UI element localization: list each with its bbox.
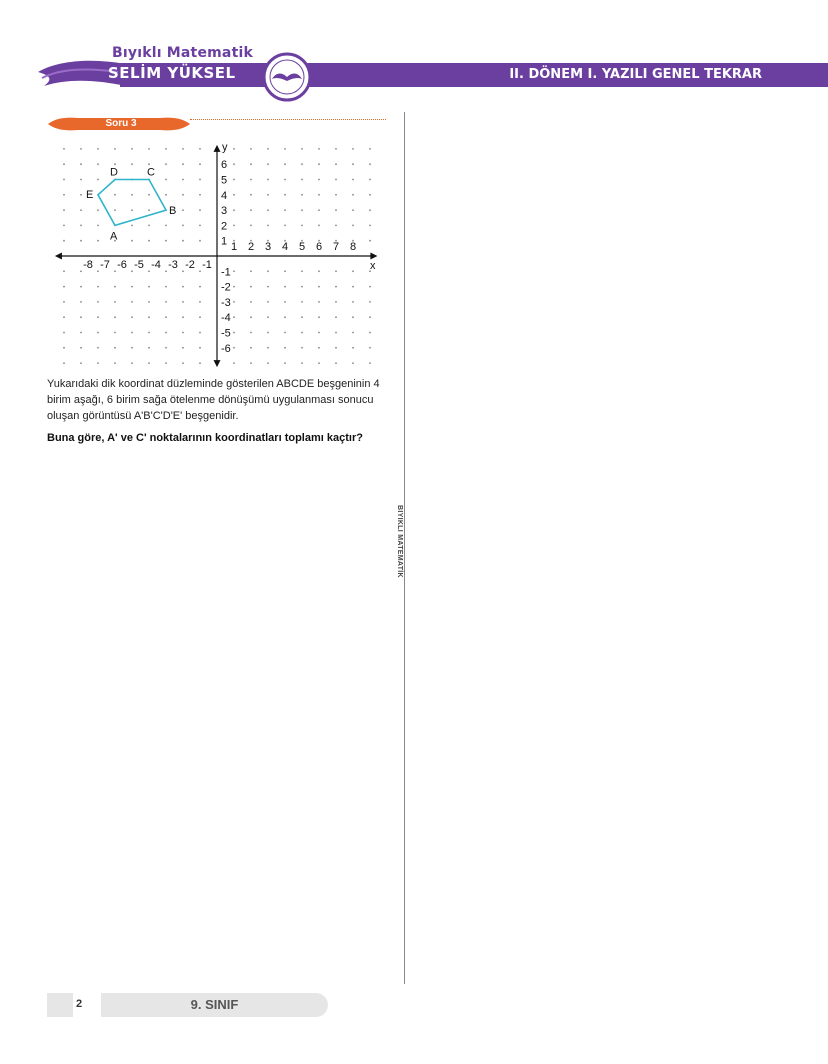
grid-dot (131, 301, 133, 303)
grid-dot (318, 301, 320, 303)
grid-dot (165, 163, 167, 165)
grid-dot (352, 362, 354, 364)
grid-dot (148, 347, 150, 349)
question-label: Soru 3 (105, 118, 137, 129)
y-tick-label: -6 (221, 342, 231, 355)
grid-dot (131, 286, 133, 288)
grid-dot (199, 194, 201, 196)
grid-dot (131, 240, 133, 242)
grid-dot (233, 286, 235, 288)
grid-dot (284, 225, 286, 227)
grid-dot (182, 179, 184, 181)
grid-dot (250, 316, 252, 318)
grid-dot (318, 286, 320, 288)
grid-dot (233, 209, 235, 211)
grid-dot (97, 163, 99, 165)
grid-dot (199, 286, 201, 288)
grid-dot (284, 179, 286, 181)
grid-dot (165, 194, 167, 196)
grid-dot (284, 163, 286, 165)
grid-dot (250, 163, 252, 165)
grid-dot (335, 163, 337, 165)
grid-dot (284, 301, 286, 303)
exam-title: II. DÖNEM I. YAZILI GENEL TEKRAR (509, 67, 762, 82)
grid-dot (80, 347, 82, 349)
grid-dot (352, 148, 354, 150)
grid-dot (369, 209, 371, 211)
pentagon-abcde (98, 180, 166, 226)
grid-dot (233, 332, 235, 334)
grid-dot (148, 163, 150, 165)
grid-dot (233, 301, 235, 303)
grid-dot (148, 240, 150, 242)
grid-dot (301, 301, 303, 303)
grid-dot (63, 316, 65, 318)
x-tick-label: 5 (298, 241, 306, 253)
grid-dot (199, 270, 201, 272)
grid-dot (97, 225, 99, 227)
grid-dot (148, 316, 150, 318)
grid-dot (233, 362, 235, 364)
x-tick-label: 8 (349, 241, 357, 253)
grid-dot (114, 332, 116, 334)
grid-dot (301, 316, 303, 318)
grid-dot (148, 332, 150, 334)
grid-dot (233, 194, 235, 196)
grid-dot (199, 225, 201, 227)
grid-dot (199, 148, 201, 150)
grid-dot (97, 362, 99, 364)
grid-dot (165, 148, 167, 150)
grid-dot (369, 240, 371, 242)
grid-dot (284, 316, 286, 318)
grid-dot (267, 362, 269, 364)
grid-dot (284, 332, 286, 334)
y-tick-label: 6 (221, 159, 228, 172)
grid-dot (80, 270, 82, 272)
grid-dot (318, 362, 320, 364)
grid-dot (369, 286, 371, 288)
grid-dot (267, 148, 269, 150)
grid-dot (199, 301, 201, 303)
y-axis-label: y (222, 141, 228, 154)
grid-dot (369, 225, 371, 227)
grid-dot (369, 194, 371, 196)
grid-dot (335, 347, 337, 349)
grid-dot (63, 347, 65, 349)
grid-dot (114, 286, 116, 288)
grid-dot (114, 347, 116, 349)
grid-dot (131, 316, 133, 318)
grid-dot (114, 362, 116, 364)
grid-dot (335, 179, 337, 181)
grid-dot (131, 194, 133, 196)
grid-dot (182, 194, 184, 196)
grid-dot (114, 301, 116, 303)
grid-dot (301, 362, 303, 364)
grid-dot (250, 347, 252, 349)
grid-dot (182, 270, 184, 272)
grid-dot (165, 240, 167, 242)
brand-subtitle: Bıyıklı Matematik (112, 45, 253, 61)
grid-dot (97, 240, 99, 242)
grid-dot (199, 332, 201, 334)
grid-dot (250, 209, 252, 211)
grid-dot (352, 209, 354, 211)
grid-dot (63, 194, 65, 196)
grid-dot (352, 332, 354, 334)
grid-dot (182, 163, 184, 165)
grid-dot (233, 179, 235, 181)
side-brand-text: BIYIKLI MATEMATİK (396, 505, 403, 578)
grid-dot (97, 209, 99, 211)
grid-dot (165, 225, 167, 227)
x-tick-label: 7 (332, 241, 340, 253)
grid-dot (335, 362, 337, 364)
grid-dot (97, 332, 99, 334)
grid-dot (318, 332, 320, 334)
grid-dot (131, 347, 133, 349)
point-label-c: C (147, 166, 155, 179)
grid-dot (97, 148, 99, 150)
y-tick-label: -1 (221, 266, 231, 279)
x-tick-label: 3 (264, 241, 272, 253)
grid-dot (267, 179, 269, 181)
grid-dot (80, 332, 82, 334)
grid-dot (318, 270, 320, 272)
grid-dot (80, 316, 82, 318)
grid-dot (131, 362, 133, 364)
grid-dot (97, 301, 99, 303)
y-tick-label: 4 (221, 189, 228, 202)
grid-dot (199, 316, 201, 318)
grid-dot (250, 270, 252, 272)
grid-dot (148, 270, 150, 272)
grid-dot (63, 301, 65, 303)
coordinate-plane (0, 0, 400, 372)
grid-dot (250, 301, 252, 303)
grid-dot (148, 225, 150, 227)
grid-dot (165, 301, 167, 303)
tick-labels (83, 141, 376, 354)
grid-dot (318, 316, 320, 318)
grid-dot (267, 270, 269, 272)
grid-dot (267, 225, 269, 227)
grid-dot (301, 194, 303, 196)
grid-dot (318, 163, 320, 165)
x-tick-label: -7 (100, 259, 110, 271)
grid-dot (335, 194, 337, 196)
grid-dot (148, 148, 150, 150)
x-tick-label: -8 (83, 259, 93, 271)
grid-dot (148, 286, 150, 288)
grid-dot (250, 225, 252, 227)
grid-dot (63, 148, 65, 150)
grid-dot (199, 179, 201, 181)
grid-dot (199, 362, 201, 364)
grid-dot (182, 362, 184, 364)
grid-dot (182, 347, 184, 349)
grid-dot (80, 225, 82, 227)
grid-dot (352, 316, 354, 318)
grid-dot (199, 240, 201, 242)
grid-dot (131, 270, 133, 272)
x-tick-label: -2 (185, 259, 195, 271)
y-axis-arrow-top (214, 145, 221, 152)
grid-dot (318, 347, 320, 349)
y-tick-label: 3 (221, 205, 228, 218)
grid-dot (182, 209, 184, 211)
grid-dot (182, 286, 184, 288)
x-tick-label: -6 (117, 259, 127, 271)
grid-dot (284, 270, 286, 272)
page-number: 2 (76, 998, 83, 1010)
grid-dot (301, 163, 303, 165)
grid-dot (165, 270, 167, 272)
grid-dot (199, 163, 201, 165)
grid-dot (63, 332, 65, 334)
grid-dot (182, 148, 184, 150)
x-tick-label: 6 (315, 241, 323, 253)
grid-dot (114, 270, 116, 272)
column-divider (404, 112, 405, 984)
grid-dot (131, 163, 133, 165)
grid-dot (369, 301, 371, 303)
grid-dot (369, 362, 371, 364)
grid-dot (182, 240, 184, 242)
grid-dot (335, 332, 337, 334)
grid-dot (318, 179, 320, 181)
grid-dot (250, 194, 252, 196)
grid-dot (233, 225, 235, 227)
question-text: Yukarıdaki dik koordinat düzleminde gösterilen ABCDE beşgeninin 4 birim aşağı, 6 birim sağa ötelenme dönüşümü uygulanması sonucu oluşan görüntüsü A'B'C'D'E' beşgenidir. (47, 378, 380, 422)
y-tick-label: 1 (221, 235, 228, 248)
point-label-e: E (86, 188, 94, 201)
grid-dot (80, 301, 82, 303)
y-tick-label: 2 (221, 220, 228, 233)
grid-dot (284, 362, 286, 364)
grid-dot (318, 194, 320, 196)
grid-dot (233, 270, 235, 272)
grid-dot (165, 316, 167, 318)
grid-dot (369, 163, 371, 165)
point-label-a: A (110, 230, 118, 243)
grid-dot (182, 225, 184, 227)
grid-dot (335, 148, 337, 150)
grid-dot (165, 347, 167, 349)
y-tick-label: 5 (221, 174, 228, 187)
grid-dot (335, 270, 337, 272)
grid-dot (114, 209, 116, 211)
grid-dot (165, 179, 167, 181)
grid-dot (63, 209, 65, 211)
grid-dot (182, 332, 184, 334)
x-tick-label: -4 (151, 259, 161, 271)
grid-dot (165, 362, 167, 364)
brand-name: SELİM YÜKSEL (108, 64, 236, 82)
grid-dot (97, 286, 99, 288)
grid-dot (335, 286, 337, 288)
grid-dot (250, 179, 252, 181)
grid-dot (250, 148, 252, 150)
grid-dot (352, 225, 354, 227)
grid-dot (352, 270, 354, 272)
grid-dot (131, 209, 133, 211)
grid-dot (352, 301, 354, 303)
grid-dot (114, 194, 116, 196)
grid-dot (131, 225, 133, 227)
grid-dot (63, 163, 65, 165)
grid-dot (318, 225, 320, 227)
x-tick-label: -3 (168, 259, 178, 271)
y-tick-label: -4 (221, 312, 231, 325)
grid-dot (318, 148, 320, 150)
grid-dot (369, 347, 371, 349)
grid-dot (233, 163, 235, 165)
grid-dot (63, 270, 65, 272)
grid-dot (267, 316, 269, 318)
grid-dot (250, 332, 252, 334)
grid-dot (199, 347, 201, 349)
point-label-d: D (110, 166, 118, 179)
grid-dot (97, 270, 99, 272)
grid-dot (131, 148, 133, 150)
grid-dot (148, 301, 150, 303)
grid-dot (63, 225, 65, 227)
grid-dot (80, 194, 82, 196)
grid-dot (165, 286, 167, 288)
grid-dot (301, 225, 303, 227)
x-axis-arrow-right (370, 253, 377, 260)
grid-dot (301, 347, 303, 349)
grid-dot (80, 179, 82, 181)
grid-dot (369, 148, 371, 150)
grid-dot (369, 179, 371, 181)
grid-dot (267, 209, 269, 211)
grid-dot (284, 209, 286, 211)
grid-dot (352, 194, 354, 196)
grid-dot (352, 286, 354, 288)
grid-dot (97, 347, 99, 349)
axes (55, 145, 378, 367)
grid-dot (63, 240, 65, 242)
grid-dot (114, 316, 116, 318)
point-label-b: B (169, 205, 177, 218)
grid-dot (301, 148, 303, 150)
grid-dot (284, 148, 286, 150)
grid-dot (284, 286, 286, 288)
grade-label: 9. SINIF (190, 997, 239, 1012)
grid-dot (233, 148, 235, 150)
grid-dot (250, 286, 252, 288)
page-number-box (47, 993, 73, 1017)
grid-dot (284, 347, 286, 349)
x-axis-arrow-left (55, 253, 62, 260)
grid-dot (301, 270, 303, 272)
grid-dot (182, 301, 184, 303)
grid-dot (148, 362, 150, 364)
grid-dot (233, 316, 235, 318)
grid-dot (80, 209, 82, 211)
grid-dot (267, 163, 269, 165)
grid-dot (369, 316, 371, 318)
grid-dot (182, 316, 184, 318)
grid-dot (301, 179, 303, 181)
grid-dot (165, 332, 167, 334)
x-axis-label: x (370, 260, 376, 272)
grid-dot (267, 332, 269, 334)
grid-dot (233, 347, 235, 349)
grid-dot (80, 163, 82, 165)
grid-dot (284, 194, 286, 196)
grid-dot (318, 209, 320, 211)
grid-dot (97, 179, 99, 181)
grid-dot (80, 148, 82, 150)
grid-dot (80, 240, 82, 242)
grid-dot (80, 286, 82, 288)
grid-dot (267, 286, 269, 288)
question-prompt: Buna göre, A' ve C' noktalarının koordinatları toplamı kaçtır? (47, 432, 363, 444)
grid-dot (148, 209, 150, 211)
y-tick-label: -3 (221, 296, 231, 309)
grid-dot (80, 362, 82, 364)
grid-dot (97, 316, 99, 318)
y-axis-arrow-bottom (214, 360, 221, 367)
grid-dot (301, 332, 303, 334)
grid-dot (267, 301, 269, 303)
grid-dot (335, 301, 337, 303)
grid-dot (63, 286, 65, 288)
x-tick-label: -5 (134, 259, 144, 271)
grid-dot (267, 194, 269, 196)
grid-dot (335, 225, 337, 227)
grid-dot (352, 179, 354, 181)
grid-dot (199, 209, 201, 211)
grid-dot (335, 209, 337, 211)
grid-dot (250, 362, 252, 364)
grid-dot (369, 332, 371, 334)
grid-dot (267, 347, 269, 349)
grid-dot (114, 163, 116, 165)
grid-dot (352, 163, 354, 165)
grid-dot (352, 347, 354, 349)
x-tick-label: 1 (230, 241, 238, 253)
grid-dot (63, 362, 65, 364)
grid-dot (148, 194, 150, 196)
grid-dot (301, 209, 303, 211)
grid-dot (63, 179, 65, 181)
x-tick-label: 4 (281, 241, 289, 253)
y-tick-label: -5 (221, 327, 231, 340)
y-tick-label: -2 (221, 281, 231, 294)
grid-dot (335, 316, 337, 318)
grid-dot (301, 286, 303, 288)
grid-dot (114, 148, 116, 150)
x-tick-label: -1 (202, 259, 212, 271)
grid-dot (131, 332, 133, 334)
x-tick-label: 2 (247, 241, 255, 253)
